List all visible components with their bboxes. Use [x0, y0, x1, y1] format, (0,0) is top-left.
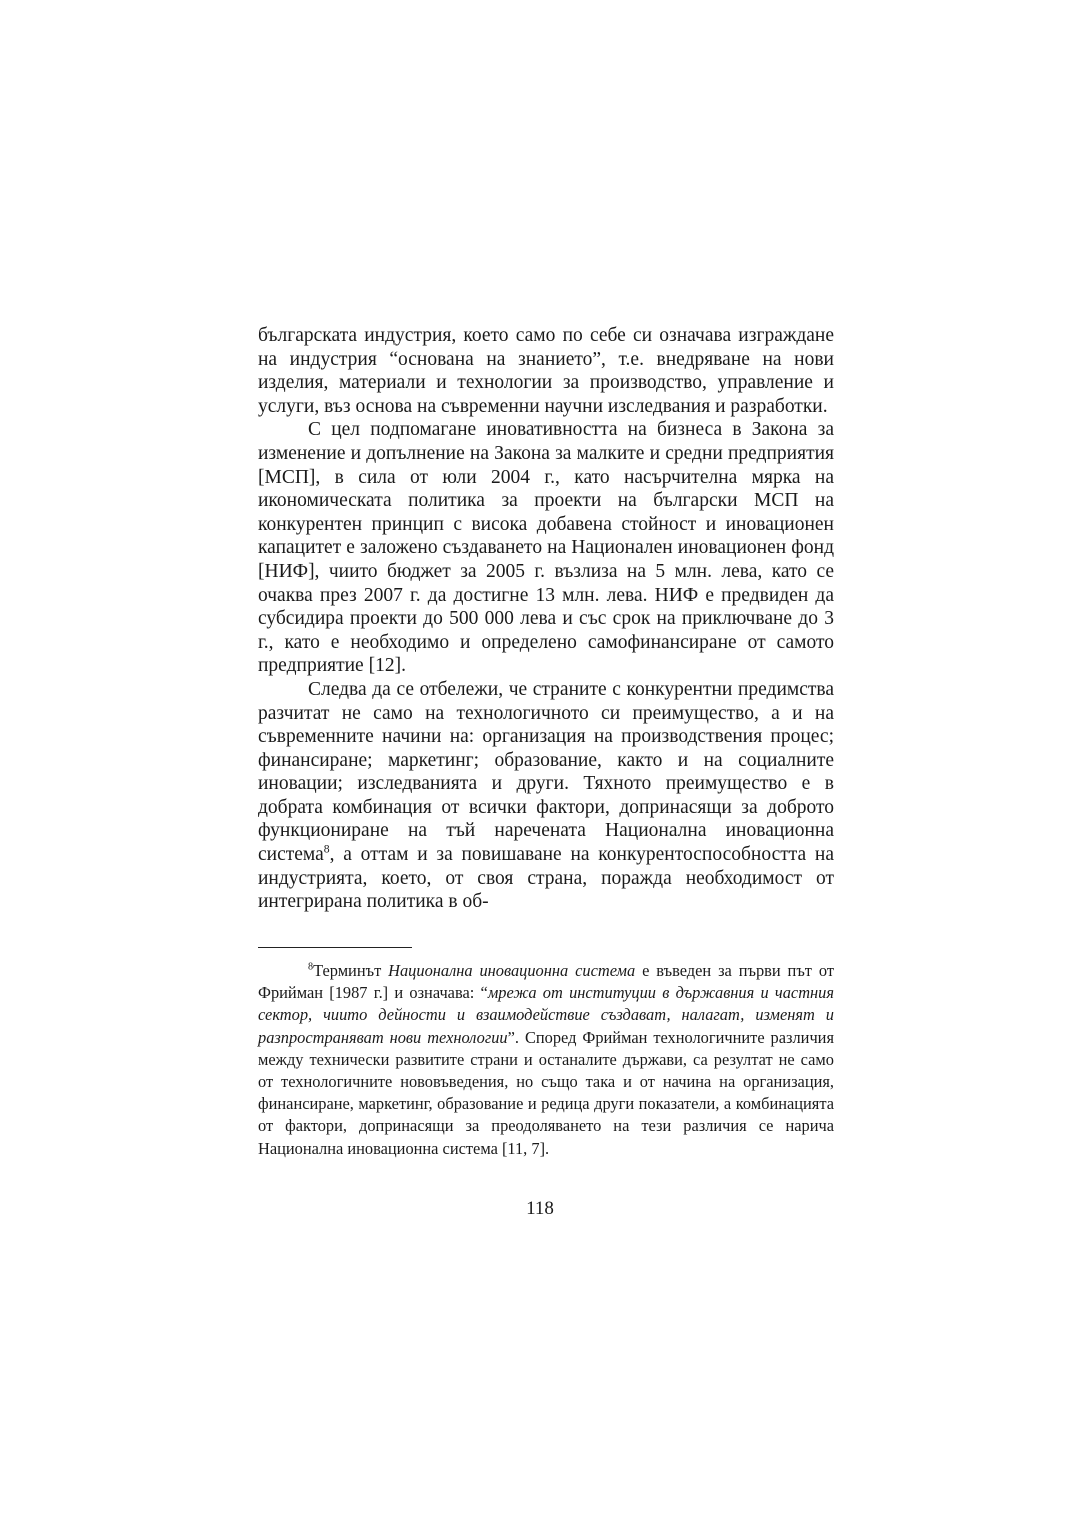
footnote — [258, 960, 834, 1160]
paragraph: С цел подпомагане иновативността на бизнеса в Закона за изменение и допълнение на Закона за малките и средни предприятия [МСП], в сила от юли 2004 г., като насърчителна мярка на икономическата политика за проекти на български МСП на конкурентен принцип с висока добавена стойност и иновационен капацитет е заложено създаването на Национален иновационен фонд [НИФ], чиито бюджет за 2005 г. възлиза на 5 млн. лева, като се очаква през 2007 г. да достигне 13 млн. лева. НИФ е предвиден да субсидира проекти до 500 000 лева и със срок на приключване до 3 г., като е необходимо и определено самофинансиране от самото предприятие [12]. — [258, 419, 834, 677]
footnote-lead: Терминът — [313, 961, 389, 980]
page-number: 118 — [526, 1198, 554, 1219]
footnote-rest: ”. Според Фрийман технологичните различия между технически развитите страни и останалите държави, са резултат не само от технологичните нововъведения, но също така и от начина на организация, финансиране, маркетинг, образование и редица други показатели, а комбинацията от фактори, допринасящи за преодоляването на тези различия се нарича Национална иновационна система [11, 7]. — [258, 1027, 834, 1158]
body-text — [258, 324, 834, 914]
footnote-text — [258, 960, 834, 1160]
footnote-separator — [258, 947, 412, 948]
paragraph-text: Следва да се отбележи, че страните с конкурентни предимства разчитат не само на технологичното си преимущество, а и на съвременните начини на: организация на производствения процес; финансиране; маркетинг; образование, както и на социалните иновации; изследванията и други. Тяхното преимущество е в добрата комбинация от всички фактори, допринасящи за доброто функциониране на тъй наречената Национална иновационна система — [258, 678, 834, 866]
footnote-definition: мрежа от институции в държавния и частния сектор, чиито дейности и взаимодействие създават, налагат, изменят и разпространяват нови технологии — [258, 983, 834, 1047]
footnote-reference[interactable]: 8 — [323, 842, 330, 856]
footnote-term: Национална иновационна система — [388, 961, 636, 980]
paragraph-text: , а оттам и за повишаване на конкурентоспособността на индустрията, което, от своя страна, поражда необходимост от интегрирана политика в об- — [258, 844, 834, 913]
footnote-middle: е въведен за първи път от Фрийман [1987 г.] и означава: “ — [258, 961, 834, 1003]
paragraph — [258, 678, 834, 914]
paragraph: българската индустрия, което само по себе си означава изграждане на индустрия “основана на знанието”, т.е. внедряване на нови изделия, материали и технологии за производство, управление и услуги, въз основа на съвременни научни изследвания и разработки. — [258, 325, 834, 417]
footnote-mark: 8 — [308, 961, 314, 973]
